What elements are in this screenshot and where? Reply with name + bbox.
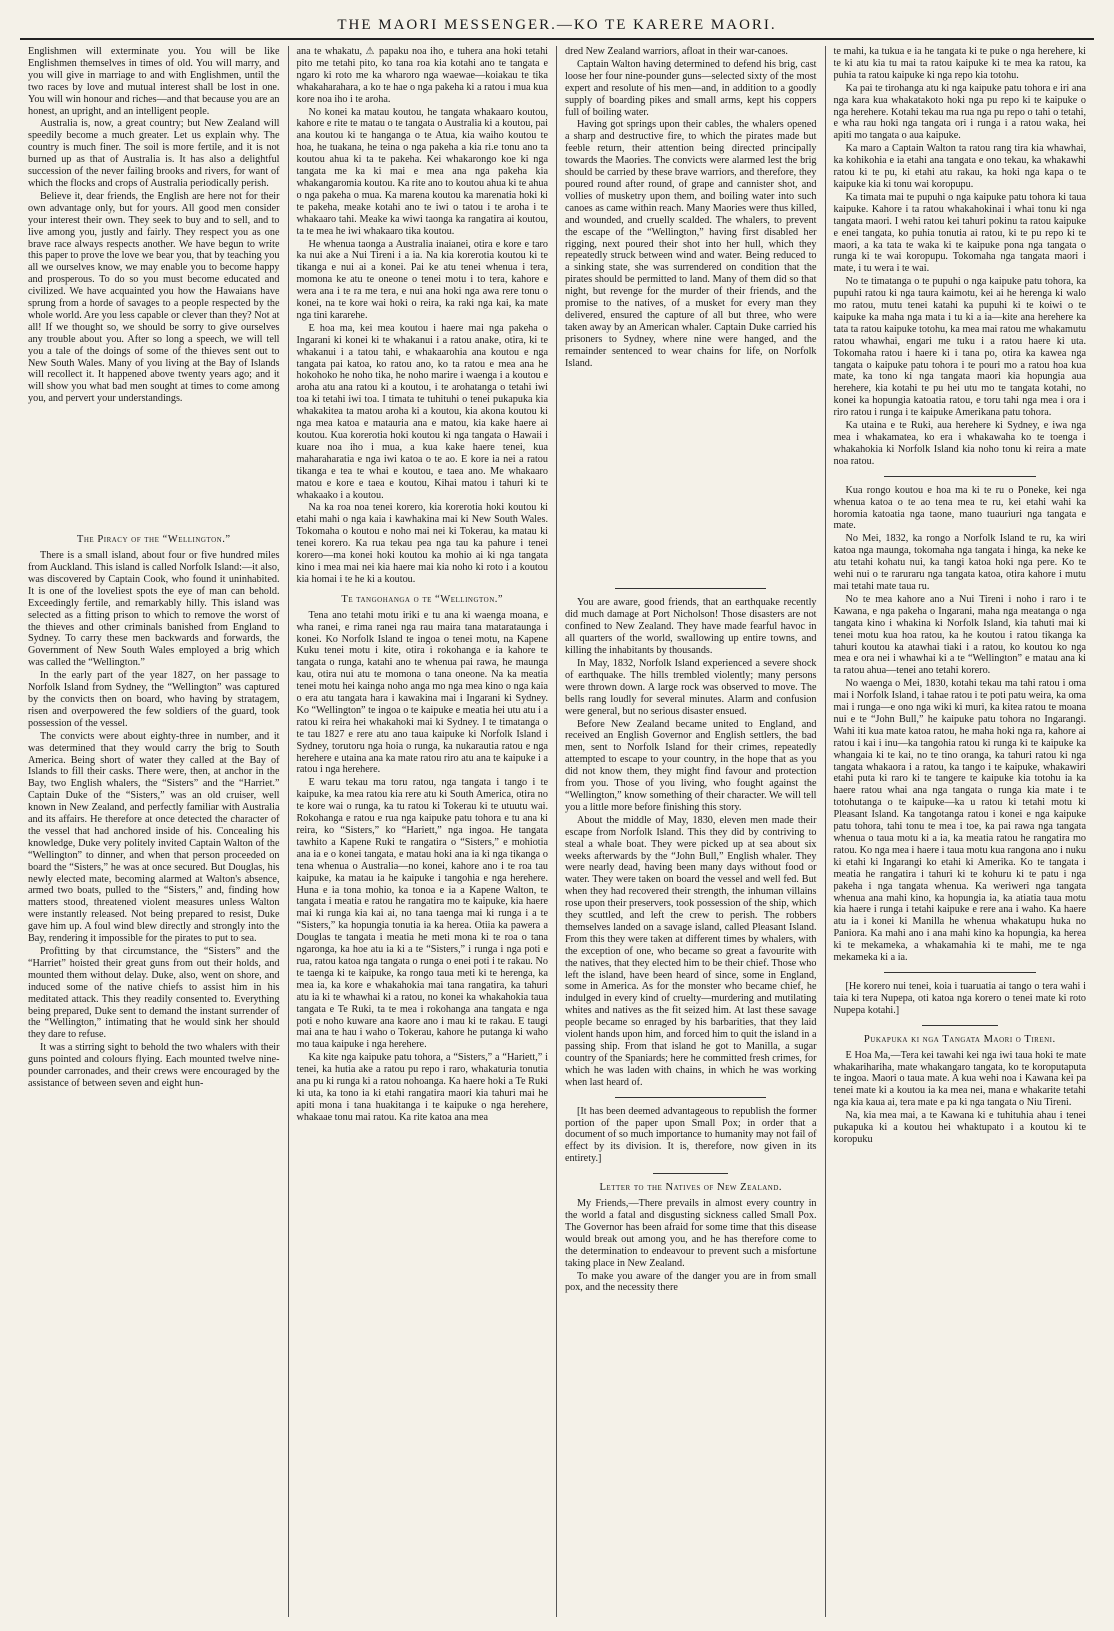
paragraph: No waenga o Mei, 1830, kotahi tekau ma tahi ratou i oma mai i Norfolk Island, i tahae ratou i te poti patu weira, ka oma mai i runga—e ono nga wiki ki muri, ka kitea ratou te moana nui e te “John Bull,” he kaipuke patu tohora no Ingarangi. Wahi iti kua mate katoa ratou, he maha hoki nga ra, kahore ai ratou i kai i inu—ka tangohia ratou ki runga ki te kaipuke ka whangaia ki te kai, no te tino oranga, ka tahuri ratou ki nga tangata whakaora i a ratou, ka tango i te kaipuke, whakawiri etahi puta ki raro ki te tangere te kaipuke kia totohu ia ka haere ratou whai ana nga tangata o runga kia mate i te totohutanga o te kaipuke—ka u ratou ki tetahi motu ki Pleasant Island. Ka tangotanga ratou i konei e nga kaipuke patu tohora, tahi tonu te mea i toe, ka pai rawa nga tangata whenua o taua motu ki a ia, ka meatia ratou he rangatira mo ratou. Ko nga mea i haere i taua motu kua rangona ano i nuku ki etahi ki Ingarangi ko etahi ki Amerika. Ko te tangata i meatia he rangatira i tahuri ki te kohuru ki te patu i nga pakeha i nga tangata whenua. Ka weriweri nga tangata whenua ana mahi kino, ka hopungia ia, ka atiatia taua motu kia haere i runga i tetahi kaipuke e rere ana i waho. Ka haere atu ia i konei ki Manilla he whenua whakatupu huka no Paniora. Ka mahi ano i ana mahi kino ka hopungia, ka herea ki te mekameka, a whakamahia ki te mahi, me te nga mekameka ki a ia. bbox=[833, 678, 1086, 964]
paragraph: Having got springs upon their cables, the whalers opened a sharp and destructive fire, to which the pirates made but feeble return, their attention being directed principally towards the Maories. The convicts were alarmed lest the brig should be carried by these brave warriors, and therefore, they poured round after round, of grape and cannister shot, and vollies of musketry upon them, and boiling water into such canoes as came within reach. Many Maories were thus killed, and wounded, and cruelly scalded. The whalers, to prevent the escape of the “Wellington,” having first disabled her rigging, next poured their shot into her hull, which they repeatedly struck between wind and water. Being reduced to a sinking state, she was surrendered on condition that the pirates should be permitted to land. Many of them did so that night, but revenge for the murder of their friends, and the promise to the natives, of a musket for every man they delivered, ensured the capture of all but three, who were taken away by an American whaler. Captain Duke carried his prisoners to Sydney, where nine were hanged, and the remainder sentenced to wear chains for life, on Norfolk Island. bbox=[565, 119, 817, 369]
section-divider bbox=[615, 588, 766, 589]
paragraph: Na ka roa noa tenei korero, kia korerotia hoki koutou ki etahi mahi o nga kaia i kawhakina mai ki New South Wales. Tokomaha o koutou e noho mai nei ki Tokerau, ka matau ki tenei korero. Ka rua tekau pea nga tau ka pahure i tenei korero—ma konei hoki koutou ka mohio ai ki nga tangata kino i mea mai nei kia haere mai kia noho ki roto i a koutou kia homai i te he ki a koutou. bbox=[296, 502, 548, 585]
paragraph: He whenua taonga a Australia inaianei, otira e kore e taro ka nui ake a Nui Tireni i a ia. Na kia korerotia koutou ki te tikanga e nui ai a konei. Pai ke atu tenei whenua i tera, momona ke atu te oneone o tenei motu i to tera, kahore e wera ana i te ra me tera, e nui ana hoki nga awa rere tonu o konei, na te kore wai hoki o reira, ka raki nga kai, ka mate nga tini kararehe. bbox=[296, 238, 548, 321]
paragraph: To make you aware of the danger you are in from small pox, and the necessity there bbox=[565, 1270, 817, 1294]
section-divider bbox=[615, 1097, 766, 1098]
section-divider bbox=[884, 972, 1036, 973]
paragraph: No te mea kahore ano a Nui Tireni i noho i raro i te Kawana, e nga pakeha o Ingarani, maha nga meatanga o nga tangata kino i whakina ki Norfolk Island, kia tahuti mai ki tenei motu kua hoa ratou, ka he koutou i ratou tikanga ka tahuri koutou ka atawhai tiaki i a ratou, ko koutou ko nga mea e ora nei i whawhai ki a te “Wellington” e matau ana ki ta ratou ahua—tenei ano tetahi korero. bbox=[833, 593, 1086, 677]
column-3 bbox=[557, 46, 826, 1617]
paragraph: In the early part of the year 1827, on her passage to Norfolk Island from Sydney, the “Wellington” was captured by the convicts then on board, who having by stratagem, risen and overpowered the few soldiers of the guard, took possession of the vessel. bbox=[28, 670, 280, 729]
paragraph: Na, kia mea mai, a te Kawana ki e tuhituhia ahau i tenei pukapuka ki a koutou hei whaktupato i a koutou ki te koropuku bbox=[833, 1110, 1086, 1145]
paragraph: Ka kite nga kaipuke patu tohora, a “Sisters,” a “Hariett,” i tenei, ka hutia ake a ratou pu repo i raro, whakaturia tonutia ana pu ki runga ki a ratou nohoanga. Ka haere hoki a Te Ruki ki uta, ka tono ia ki etahi rangatira maori kia tahuri mai he apiti mona i tana huakitanga i te kaipuke o nga herehere, whakaae tonu mai ratou. Ka rite katoa ana mea bbox=[296, 1052, 548, 1123]
paragraph: Tena ano tetahi motu iriki e tu ana ki waenga moana, e wha ranei, e rima ranei nga rau maira tana matarataunga i konei. Ko Norfolk Island te ingoa o tenei motu, na Kapene Kuku tenei motu i kite, otira i rokohanga e ia kahore te tangata o runga, katahi ano te whenua pai rawa, he maunga kau, otira nui atu te momona o tana oneone. Na ka meatia tenei motu hei kainga noho anga mo nga mea kino o nga kaia o era atu tangata hara i kawakina mai i Ingarani ki Sydney. Ko “Wellington” te ingoa o te kaipuke e meatia hei utu atu i a ratou ki reira hei whakahoki mai ki Sydney. I te timatanga o te tau 1827 e rere atu ano taua kaipuke ki Norfolk Island i Sydney, torutoru nga hoia o runga, ka nukarautia ratou e nga herehere e utaina ana ka mate ratou riro atu ana te kaipuke i a ratou i nga herehere. bbox=[296, 609, 548, 776]
section-divider bbox=[884, 476, 1036, 477]
column-1 bbox=[20, 46, 289, 1617]
paragraph: dred New Zealand warriors, afloat in their war-canoes. bbox=[565, 46, 788, 57]
section-divider bbox=[922, 1025, 998, 1026]
paragraph: Profitting by that circumstance, the “Sisters” and the “Harriet” hoisted their great guns from out their holds, and mounted them without delay. Duke, also, went on shore, and induced some of the native chiefs to assist him in his meditated attack. This they readily consented to. Everything being prepared, Duke sent to demand the instant surrender of the “Wellington,” intimating that he would sink her should they dare to refuse. bbox=[28, 946, 280, 1041]
paragraph: Ka maro a Captain Walton ta ratou rang tira kia whawhai, ka kohikohia e ia etahi ana tangata e ono tekau, ka whakawhi ratou ki te pu, ki etahi atu rakau, ka hoki nga kapa o te kaipuke kia ki tonu wai koropupu. bbox=[833, 143, 1086, 190]
paragraph: Ka timata mai te pupuhi o nga kaipuke patu tohora ki taua kaipuke. Kahore i ta ratou whakahokinai i whai tonu ki nga tangata maori. I wehi ratou kei tahuri pokinu ta ratou kaipuke e enei tangata, ko puhia tonutia ai ratou, ki te pu repo ki te maori, a ka tata te waka ki te kaipuke pona nga tangata o runga ki te wai koropupu. Tokomaha nga tangata maori i mate, i tu wera i te wai. bbox=[833, 191, 1086, 275]
paragraph: Believe it, dear friends, the English are here not for their own advantage only, but for yours. All good men consider your interest their own. They seek to buy and to sell, and to live among you, justly and fairly. They respect you as one brave race always respects another. We have begun to write this paper to prove the love we bear you, that by teaching you all we ourselves know, we may enable you to become happy and prosperous. To do so you must become educated and civilized. We have acquainted you how the Hawaians have sprung from a horde of savages to a people respected by the whole world. Are you less capable or clever than they? Not at all! If we thought so, we should be sorry to give ourselves any trouble about you. After so long a speech, we will tell you a tale of the doings of some of the thieves sent out to New South Wales. Many of you living at the Bay of Islands will recollect it. It happened above twenty years ago; and it will show you what bad men sought at times to come among you, and pervert your understandings. bbox=[28, 190, 280, 405]
paragraph: No konei ka matau koutou, he tangata whakaaro koutou, kahore e rite te matau o te tangata o Australia ki a koutou, pai ana koutou ki te hanganga o te Atua, kia waiho koutou te hoa, he tuakana, he teina o nga pakeha a kia ri.e tonu ano ta koutou ahua ki ta te pakeha. Kei whakarongo koe ki nga tangata me ka ki mai e mea ana nga pakeha kia whakangaromia koutou. Ka rite ano to koutou ahua ki te ahua o nga pakeha o mua. Ka marena koutou ka marenatia hoki ki te pakeha, meake kotahi ano te iwi o tatou i te aroha i te whakaaro tahi. Meake ka wiwi taonga ka rangatira ai koutou, ta te mea he iwi whakaaro tika koutou. bbox=[296, 106, 548, 237]
paragraph: E Hoa Ma,—Tera kei tawahi kei nga iwi taua hoki te mate whakarihariha, mate whakangaro tangata, ko te koroputaputa te ingoa. Maori o taua mate. A kua wehi noa i Kawana kei pa tenei mate ki a koutou ia ka mea nei, mana e whakarite tetahi nga kia kaua ai, tera mate e pa ki nga tangata o Niu Tireni. bbox=[833, 1049, 1086, 1109]
paragraph: Ka utaina e te Ruki, aua herehere ki Sydney, e iwa nga mea i whakamatea, ko era i whakawaha ko te toenga i whakahokia ki Norfolk Island kia noho tonu ki reira a mate noa ratou. bbox=[833, 420, 1086, 467]
paragraph: Captain Walton having determined to defend his brig, cast loose her four nine-pounder guns—selected sixty of the most expert and resolute of his men—and, in addition to a goodly supply of boarding pikes and small arms, kept his coppers full of boiling water. bbox=[565, 58, 817, 118]
paragraph: No te timatanga o te pupuhi o nga kaipuke patu tohora, ka pupuhi ratou ki nga taura kaimotu, kei ai he herenga ki walo mo ratou, mutu tenei katahi ka pupuhi ki te koiwi o te kaipuke ka maha nga mata i tu ki a ia—kite ana herehere ka tata ta ratou kaipuke totohu, ka mea mai ratou me whakamutu ratou whawhai, engari me tuku i a ratou haere ki uta. Tokomaha ratou i haere ki i tana po, otira ka kawea nga tangata o kaipuke patu tohora i te pouri mo a ratou hoa kua mate, ka tono ki nga tangata maori kia hopungia aua herehere, kia kotahi te pu hei utu mo te tangata kotahi, no konei ka hopungia katoatia ratou, e toru tahi nga mea i ora i riro ratou i runga i te kaipuke Amerikana patu tohora. bbox=[833, 276, 1086, 419]
article-heading: Pukapuka ki nga Tangata Maori o Tireni. bbox=[863, 1033, 1056, 1045]
paragraph: There is a small island, about four or five hundred miles from Auckland. This island is called Norfolk Island:—it also, was discovered by Captain Cook, who found it uninhabited. It is one of the loveliest spots the eye of man can behold. Exceedingly fertile, and remarkably hilly. This island was selected as a fitting prison to which to remove the worst of the thieves and other criminals banished from England to Sydney. To carry these men backwards and forwards, the Government of New South Wales employed a brig which was called the “Wellington.” bbox=[28, 550, 280, 669]
paragraph: E hoa ma, kei mea koutou i haere mai nga pakeha o Ingarani ki konei ki te whakanui i a ratou anake, otira, ki te whakanui i a tatou tahi, e whakaarohia ana koutou e nga tangata pai katoa, ko ratou ano, ko ta ratou e mea ana he hokohoko he noho tika, he noho marire i waenga i a koutou e aroha atu ana ratou ki a koutou, i te arohatanga o tetahi iwi toa ki tetahi iwi toa. I timata te tuhituhi o tenei pukapuka kia whakakitea ta matou aroha ki a koutou, kia akona koutou ki nga mea katoa e matauria ana e matou, kia kake haere ai koutou. Kua korerotia hoki koutou ki nga tangata o Hawaii i kuare noa iho i mua, a kua kake haere tenei, kua maharaharatia e nga iwi katoa o te ao. E kore ia nei a ratou tikanga e tea te whai e koutou, e taea ano. Me whakaaro matou e kore e taea e koutou, Kihai matou i tahuri ki te whakaako i a koutou. bbox=[296, 322, 548, 501]
paragraph: My Friends,—There prevails in almost every country in the world a fatal and disgusting sickness called Small Pox. The Governor has been afraid for some time that this disease would break out among you, and he has therefore come to the determination to endeavour to prevent such a misfortune taking place in New Zealand. bbox=[565, 1198, 817, 1269]
columns bbox=[20, 46, 1094, 1617]
paragraph: ana te whakatu, ⚠ papaku noa iho, e tuhera ana hoki tetahi pito me tetahi pito, ko tana roa kia kotahi ano te tangata e ngaro ki roto me ka wharoro nga waewae—koiakau te tika whakaharahara, a ko te hae o nga pakeha ki a ratou i mua kua kore noa iho i te aroha. bbox=[296, 46, 548, 105]
section-divider bbox=[653, 1173, 728, 1174]
paragraph: Englishmen will exterminate you. You will be like Englishmen themselves in times of old. You will marry, and you will give in marriage to and with Englishmen, until the two races by love and mutual interest shall be lost in one. You will win honour and riches—and that because you are an honest, an upright, and an intelligent people. bbox=[28, 46, 280, 117]
column-2 bbox=[289, 46, 558, 1617]
article-heading: Te tangohanga o te “Wellington.” bbox=[341, 593, 504, 605]
editorial-note: [It has been deemed advantageous to republish the former portion of the paper upon Small Pox; in order that a document of so much importance to humanity may not fail of effect by its division. It is, therefore, now given in its entirety.] bbox=[565, 1105, 817, 1165]
paragraph: Before New Zealand became united to England, and received an English Governor and English settlers, the bad men, sent to Norfolk Island for their crimes, repeatedly attempted to escape to your country, in the hope that as you did not know them, they might find favour and protection from you. Those of you living, who fought against the “Wellington,” know something of their character. We will tell you a little more before finishing this story. bbox=[565, 718, 817, 813]
paragraph: The convicts were about eighty-three in number, and it was determined that they would carry the brig to South America. Being short of water they called at the Bay of Islands to fill their casks. There were, then, at anchor in the Bay, two English whalers, the “Sisters” and the “Harriet.” Captain Duke of the “Sisters,” was an old cruiser, well known in New Zealand, and perfectly familiar with Australia and its affairs. He therefore at once detected the character of the vessel that had anchored inside of his. Concealing his knowledge, Duke very politely invited Captain Walton of the “Wellington” to dinner, and when that person proceeded on board the “Sisters,” he was at once secured. But Douglas, his newly elected mate, becoming alarmed at Walton's absence, armed two boats, pulled to the “Sisters,” and, finding how matters stood, threatened violent measures unless Walton were instantly released. Not being prepared to resist, Duke gave him up. A foul wind blew directly and strongly into the Bay, rendering it impossible for the pirates to put to sea. bbox=[28, 730, 280, 945]
paragraph: In May, 1832, Norfolk Island experienced a severe shock of earthquake. The hills trembled violently; many persons were thrown down. A large rock was observed to move. The bells rang loudly for several minutes. Alarm and confusion were general, but no serious disaster ensued. bbox=[565, 658, 817, 717]
masthead: THE MAORI MESSENGER.—KO TE KARERE MAORI. bbox=[20, 10, 1094, 40]
paragraph: You are aware, good friends, that an earthquake recently did much damage at Port Nicholson! Those disasters are not confined to New Zealand. They have made fearful havoc in all quarters of the world, swallowing up entire towns, and killing the inhabitants by thousands. bbox=[565, 597, 817, 657]
paragraph: No Mei, 1832, ka rongo a Norfolk Island te ru, ka wiri katoa nga maunga, tokomaha nga tangata i hinga, ka neke ke atu tetahi kohatu nui, ka tangi katoa hoki nga pere. Ko te wehi nui o te raruraru nga tangata katoa, otira kahore i mutu mai tetahi mate taua ru. bbox=[833, 533, 1086, 592]
paragraph: Kua rongo koutou e hoa ma ki te ru o Poneke, kei nga whenua katoa o te ao tena mea te ru, kei etahi wahi ka horomia katoatia nga taone, mano tuauriuri nga tangata e mate. bbox=[833, 484, 1086, 532]
paragraph: E waru tekau ma toru ratou, nga tangata i tango i te kaipuke, ka mea ratou kia rere atu ki South America, otira no te kore wai o runga, ka tu ratou ki Tokerau ki te utuutu wai. Rokohanga e ratou e rua nga kaipuke patu tohora e tu ana ki reira, ko “Sisters,” ko “Hariett,” nga ingoa. He tangata tawhito a Kapene Ruki te rangatira o “Sisters,” e mohiotia ana ia e o konei tangata, e matau hoki ana ia ki nga tikanga o tena whenua o Australia—no konei, kahore ano i te roa tau kaipuke, ka matau ia he kaipuke i tangohia e nga herehere. Huna e ia tona mohio, ka tonoa e ia a Kapene Walton, te tangata i meatia e ratou he rangatira mo te kaipuke, kia haere mai ki runga kia kai ai, no tana taenga mai ki runga i a te “Sisters,” ka hopungia tonutia ia ka herea. Otiia ka pawera a Douglas te tangata i meatia he meti mona ki te roa o tana ngaronga, ka hoe atu ia ki a te “Sisters,” i runga i nga poti e rua, ratou katoa nga tangata o runga o enei poti i te rakau. No te taenga ki te kaipuke, ka rongo taua meti ki te herenga, ka mea ia, ka kore e whakahokia mai tana rangatira, ka tahuri atu ia ki te whawhai ki a ratou, no konei ka whakahokia taua tangata e Te Ruki, ta te mea i rokohanga ana tangata e nga poti e noho kuware ana kaore ano i mau ki te rakau. E taugi mai ana te hau i waho o Tokerau, kahore he putanga ki waho mo taua kaipuke i nga herehere. bbox=[296, 777, 548, 1051]
editorial-note: [He korero nui tenei, koia i tuaruatia ai tango o tera wahi i taia ki tera Nupepa, oti katoa nga korero o tenei mate ki roto Nupepa kotahi.] bbox=[833, 980, 1086, 1016]
paragraph: It was a stirring sight to behold the two whalers with their guns pointed and colours flying. Each mounted twelve nine-pounder carronades, and their crews were encouraged by the assistance of between seven and eight hun- bbox=[28, 1042, 280, 1089]
column-4 bbox=[826, 46, 1095, 1617]
paragraph: te mahi, ka tukua e ia he tangata ki te puke o nga herehere, ki te ki atu kia tu mai ta ratou kaipuke ki te mea ka ratou, ka puhia ta ratou kaipuke ki nga repo kia totohu. bbox=[833, 46, 1086, 81]
article-heading: The Piracy of the “Wellington.” bbox=[76, 534, 231, 546]
paragraph: Ka pai te tirohanga atu ki nga kaipuke patu tohora e iri ana nga kara kua whakatakoto hoki nga pu repo ki te kaipuke o nga herehere. Kotahi tekau ma rua nga pu repo o tahi o tetahi, e wha rau hoki nga tangata ori i runga i a ratou waka, hei apiti mo tangata o aua kaipuke. bbox=[833, 82, 1086, 142]
paragraph: Australia is, now, a great country; but New Zealand will speedily become a much greater. Let us explain why. The country is much finer. The soil is more fertile, and it is not burned up as that of Australia is. It has also a delightful succession of the never failing brooks and rivers, for want of which the flocks and crops of Australia periodically perish. bbox=[28, 118, 280, 189]
article-heading: Letter to the Natives of New Zealand. bbox=[599, 1182, 783, 1194]
paragraph: About the middle of May, 1830, eleven men made their escape from Norfolk Island. This they did by contriving to steal a whale boat. They were picked up at sea about six weeks afterwards by the “John Bull,” English whaler. They were nearly dead, having been many days without food or water. They were taken on board the vessel and well fed. But when they had recovered their strength, the inhuman villains rose upon their preservers, took possession of the ship, which they scuttled, and left the crew to perish. The robbers themselves landed on a savage island, called Pleasant Island. From this they were taken at different times by whalers, with the exception of one, who became so great a favourite with the natives, that they elected him to be their chief. Those who left the island, have been heard of since, some in England, some in America. As for the monster who became chief, he indulged in every kind of cruelty—murdering and mutilating whites and natives as the fit seized him. At last these savage people became so enraged by his barbarities, that they laid violent hands upon him, and forced him to quit the island in a passing ship. From that island he got to Manilla, a sugar country of the Spaniards; here he committed fresh crimes, for which he was laden with chains, in which he was working when last heard of. bbox=[565, 814, 817, 1088]
